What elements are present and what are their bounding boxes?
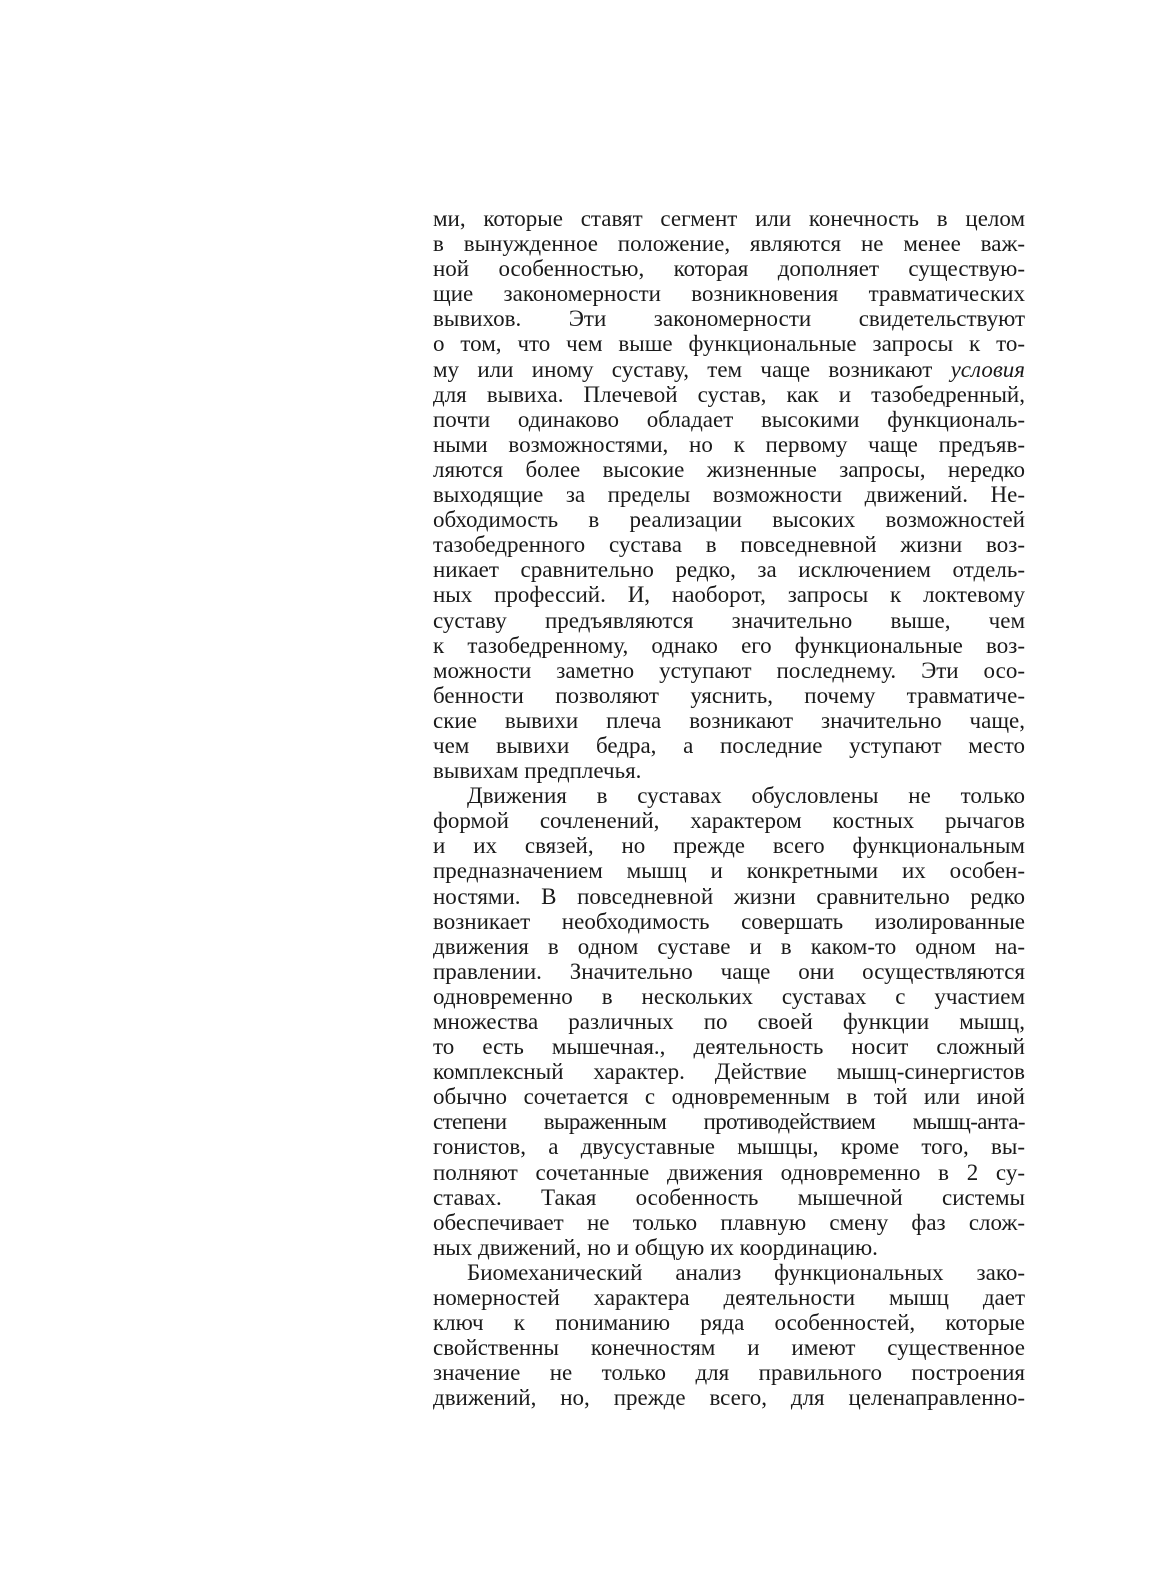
text-line: полняют сочетанные движения одновременно в 2 су- (433, 1159, 1025, 1185)
body-text (433, 206, 1025, 1411)
text-line: Биомеханический анализ функциональных зако- (467, 1259, 1025, 1285)
text-line: ские вывихи плеча возникают значительно чаще, (433, 707, 1025, 733)
text-line: к тазобедренному, однако его функциональные воз- (433, 632, 1025, 658)
text-line: движений, но, прежде всего, для целенаправленно- (433, 1385, 1025, 1411)
text-line: никает сравнительно редко, за исключением отдель- (433, 557, 1025, 583)
text-line: ми, которые ставят сегмент или конечность в целом (433, 206, 1025, 231)
text-line: значение не только для правильного построения (433, 1360, 1025, 1386)
text-line: ключ к пониманию ряда особенностей, которые (433, 1310, 1025, 1336)
text-line: правлении. Значительно чаще они осуществляются (433, 958, 1025, 984)
text-line: щие закономерности возникновения травматических (433, 281, 1025, 307)
text-line: движения в одном суставе и в каком-то одном на- (433, 933, 1025, 959)
text-line: и их связей, но прежде всего функциональным (433, 833, 1025, 859)
text-line: можности заметно уступают последнему. Эти осо- (433, 657, 1025, 683)
text-line: свойственны конечностям и имеют существенное (433, 1335, 1025, 1361)
text-line (433, 357, 1025, 382)
text-line: ных движений, но и общую их координацию. (433, 1234, 878, 1260)
text-line: о том, что чем выше функциональные запросы к то- (433, 331, 1025, 357)
text-line: ной особенностью, которая дополняет существую- (433, 256, 1025, 282)
text-line: комплексный характер. Действие мышц-синергистов (433, 1059, 1025, 1085)
text-line: Движения в суставах обусловлены не только (467, 783, 1025, 809)
text-line: обходимость в реализации высоких возможностей (433, 507, 1025, 533)
text-line: чем вывихи бедра, а последние уступают место (433, 732, 1025, 758)
text-line: обычно сочетается с одновременным в той или иной (433, 1084, 1025, 1110)
italic-word: условия (950, 356, 1025, 382)
text-line: ными возможностями, но к первому чаще предъяв- (433, 431, 1025, 457)
text-line: одновременно в нескольких суставах с участием (433, 983, 1025, 1009)
text-line: ляются более высокие жизненные запросы, нередко (433, 456, 1025, 482)
text-line: то есть мышечная., деятельность носит сложный (433, 1034, 1025, 1060)
text-line: обеспечивает не только плавную смену фаз слож- (433, 1209, 1025, 1235)
text-line: гонистов, а двусуставные мышцы, кроме того, вы- (433, 1134, 1025, 1160)
text-line: возникает необходимость совершать изолированные (433, 908, 1025, 934)
text-line: номерностей характера деятельности мышц дает (433, 1285, 1025, 1311)
text-segment: му или иному суставу, тем чаще возникают (433, 356, 933, 382)
text-line: ных профессий. И, наоборот, запросы к локтевому (433, 582, 1025, 608)
text-line: степени выраженным противодействием мышц-анта- (433, 1109, 1025, 1135)
text-line: предназначением мышц и конкретными их особен- (433, 858, 1025, 884)
text-line: тазобедренного сустава в повседневной жизни воз- (433, 532, 1025, 558)
text-line: ностями. В повседневной жизни сравнительно редко (433, 883, 1025, 909)
text-line: почти одинаково обладает высокими функциональ- (433, 406, 1025, 432)
text-line: для вывиха. Плечевой сустав, как и тазобедренный, (433, 381, 1025, 407)
text-line: вывихов. Эти закономерности свидетельствуют (433, 306, 1025, 332)
text-line: выходящие за пределы возможности движений. Не- (433, 482, 1025, 508)
text-line: в вынужденное положение, являются не менее важ- (433, 231, 1025, 257)
text-line: ставах. Такая особенность мышечной системы (433, 1184, 1025, 1210)
text-line: формой сочленений, характером костных рычагов (433, 808, 1025, 834)
text-line: суставу предъявляются значительно выше, чем (433, 607, 1025, 633)
text-line: множества различных по своей функции мышц, (433, 1009, 1025, 1034)
text-line: бенности позволяют уяснить, почему травматиче- (433, 682, 1025, 708)
text-line: вывихам предплечья. (433, 758, 642, 784)
